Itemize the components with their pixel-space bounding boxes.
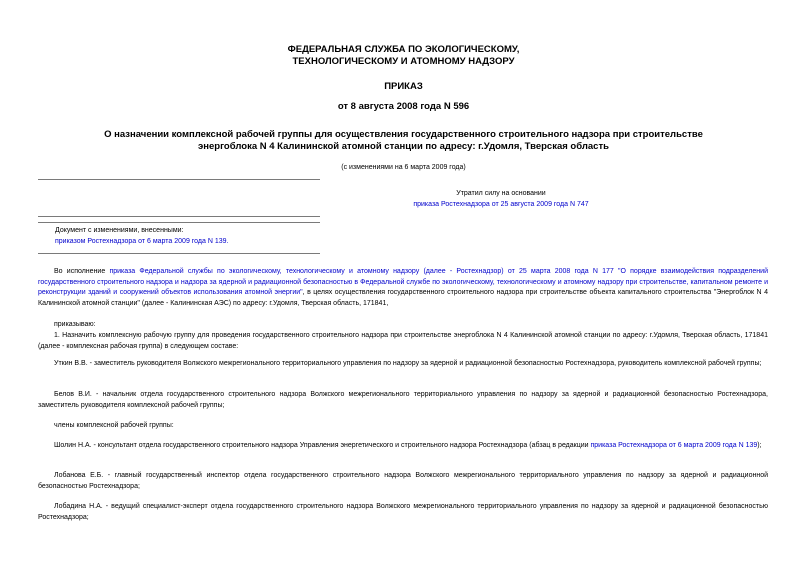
- lost-force-note: Утратил силу на основании: [456, 190, 546, 197]
- agency-name: [0, 44, 807, 68]
- paragraph-5: Белов В.И. - начальник отдела государственного строительного надзора Волжского межрегионального территориального управления по надзору за ядерной и радиационной безопасностью Ростехнадзора, заместитель руководителя комплексной рабочей группы;: [38, 391, 768, 409]
- paragraph-8: Лобанова Е.Б. - главный государственный инспектор отдела государственного строительного надзора Волжского межрегионального территориального управления по надзору за ядерной и радиационной безопасностью Ростехнадзора;: [38, 472, 768, 490]
- order-139-link[interactable]: приказа Ростехнадзора от 6 марта 2009 года N 139: [590, 442, 758, 449]
- agency-line-1: ФЕДЕРАЛЬНАЯ СЛУЖБА ПО ЭКОЛОГИЧЕСКОМУ,: [287, 44, 520, 55]
- doc-title: О назначении комплексной рабочей группы для осуществления государственного строительного надзора при строительстве энергоблока N 4 Калининской атомной станции по адресу: г.Удомля, Тверская область: [104, 129, 703, 152]
- amendments-link[interactable]: приказом Ростехнадзора от 6 марта 2009 года N 139.: [55, 238, 229, 245]
- amendments-label: Документ с изменениями, внесенными:: [55, 227, 184, 234]
- paragraph-4: Уткин В.В. - заместитель руководителя Волжского межрегионального территориального управления по надзору за ядерной и радиационной безопасностью Ростехнадзора, руководитель комплексной рабочей группы;: [54, 360, 762, 367]
- paragraph-3: 1. Назначить комплексную рабочую группу для проведения государственного строительного надзора при строительстве энергоблока N 4 Калининской атомной станции по адресу: г.Удомля, Тверская область, 171841 (далее - комплексная рабочая группа) в следующем составе:: [38, 332, 768, 350]
- doc-date: от 8 августа 2008 года N 596: [337, 101, 470, 112]
- doc-type: ПРИКАЗ: [384, 81, 423, 92]
- divider: [38, 216, 320, 217]
- order-177-link[interactable]: приказа Федеральной службы по экологическому, технологическому и атомному надзору (далее - Ростехнадзор) от 25 марта 2008 года N 177 "О порядке взаимодействия подразделений государственного строительного надзора и надзора за ядерной и радиационной безопасностью в Федеральной службе по экологическому, технологическому и атомному надзору при строительстве, капитальном ремонте и реконструкции зданий и сооружений объектов использования атомной энергии": [38, 268, 768, 296]
- paragraph-1: Во исполнение приказа Федеральной службы по экологическому, технологическому и атомному надзору (далее - Ростехнадзор) от 25 марта 2008 года N 177 "О порядке взаимодействия подразделений государственного строительного надзора и надзора за ядерной и радиационной безопасностью в Федеральной службе по экологическому, технологическому и атомному надзору при строительстве, капитальном ремонте и реконструкции зданий и сооружений объектов использования атомной энергии", в целях осуществления государственного строительного надзора при строительстве объекта капитального строительства "Энергоблок N 4 Калининской атомной станции" (далее - Калининская АЭС) по адресу: г.Удомля, Тверская область, 171841,: [38, 268, 768, 307]
- divider: [38, 253, 320, 254]
- divider: [38, 222, 320, 223]
- changes-note: (с изменениями на 6 марта 2009 года): [341, 164, 466, 171]
- paragraph-7: Шолин Н.А. - консультант отдела государственного строительного надзора Управления энергетического и строительного надзора Ростехнадзора (абзац в редакции приказа Ростехнадзора от 6 марта 2009 года N 139);: [54, 442, 762, 449]
- lost-force-link[interactable]: приказа Ростехнадзора от 25 августа 2009 года N 747: [413, 201, 589, 208]
- paragraph-2: приказываю:: [54, 321, 96, 328]
- paragraph-6: члены комплексной рабочей группы:: [54, 422, 174, 429]
- agency-line-2: ТЕХНОЛОГИЧЕСКОМУ И АТОМНОМУ НАДЗОРУ: [292, 56, 515, 67]
- paragraph-9: Лобадина Н.А. - ведущий специалист-эксперт отдела государственного строительного надзора Волжского межрегионального территориального управления по надзору за ядерной и радиационной безопасностью Ростехнадзора;: [38, 503, 768, 521]
- divider: [38, 179, 320, 180]
